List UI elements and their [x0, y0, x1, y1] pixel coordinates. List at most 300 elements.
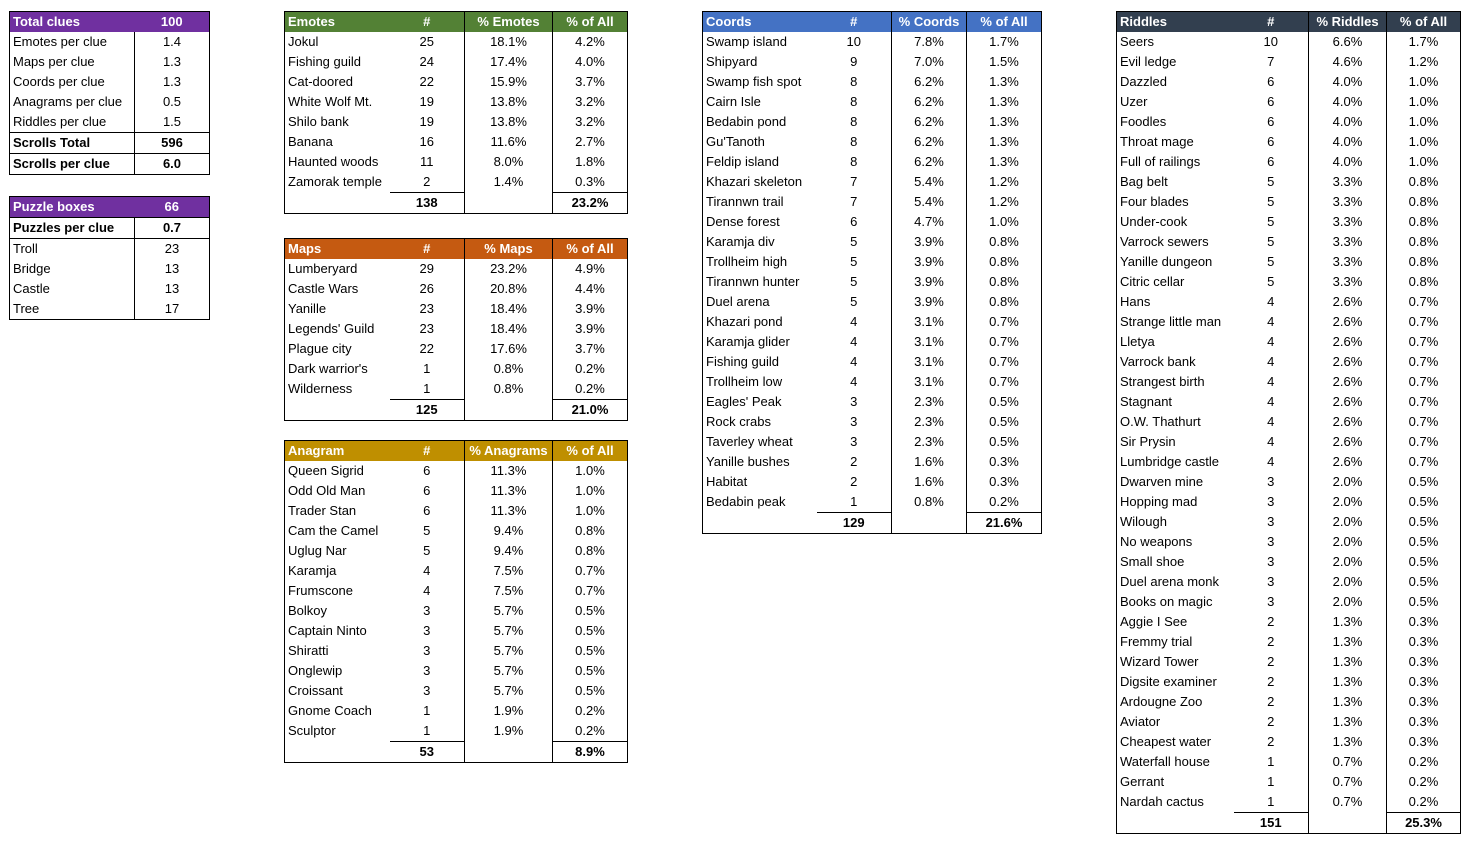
riddles-pct-all-cell: 0.7% — [1408, 314, 1439, 329]
emotes-name-cell: Haunted woods — [288, 154, 379, 169]
maps-pct-all-cell: 3.7% — [575, 341, 605, 356]
coords-pct-cell: 3.1% — [892, 352, 967, 372]
riddles-count-cell: 5 — [1234, 272, 1309, 292]
riddles-pct-all-cell: 0.8% — [1408, 174, 1439, 189]
riddles-name-cell: Throat mage — [1120, 134, 1194, 149]
summary-row — [10, 32, 210, 52]
maps-pct-cell: 0.8% — [465, 379, 553, 400]
coords-name-cell: Trollheim high — [706, 254, 788, 269]
coords-name-cell: Shipyard — [706, 54, 758, 69]
anagram-pct-all-cell: 1.0% — [575, 463, 605, 478]
riddles-name-cell: Ardougne Zoo — [1120, 694, 1203, 709]
coords-row — [703, 492, 1042, 513]
anagram-pct-cell: 1.9% — [465, 721, 553, 742]
coords-pct-all-cell: 0.5% — [989, 414, 1019, 429]
anagram-row — [285, 521, 628, 541]
riddles-pct-all-cell: 0.5% — [1408, 594, 1439, 609]
anagram-pct-cell: 11.3% — [465, 481, 553, 501]
anagram-row — [285, 701, 628, 721]
coords-count-cell: 9 — [817, 52, 892, 72]
riddles-pct-cell: 2.6% — [1309, 452, 1387, 472]
riddles-name-cell: Small shoe — [1120, 554, 1185, 569]
riddles-name-cell: Lletya — [1120, 334, 1155, 349]
coords-name-cell: Trollheim low — [706, 374, 783, 389]
riddles-pct-all-cell: 0.2% — [1408, 754, 1439, 769]
maps-row — [285, 359, 628, 379]
coords-total-row — [703, 513, 1042, 534]
coords-row — [703, 192, 1042, 212]
anagram-row — [285, 641, 628, 661]
summary-header-value: 100 — [160, 14, 183, 29]
emotes-total-pct: 23.2% — [571, 195, 609, 210]
riddles-count-cell: 7 — [1234, 52, 1309, 72]
riddles-count-cell: 4 — [1234, 412, 1309, 432]
anagram-name-cell: Karamja — [288, 563, 337, 578]
riddles-row — [1117, 432, 1461, 452]
riddles-pct-all-cell: 0.3% — [1408, 674, 1439, 689]
riddles-pct-cell: 2.6% — [1309, 392, 1387, 412]
riddles-row — [1117, 552, 1461, 572]
maps-category-header: Maps — [288, 241, 322, 256]
coords-name-cell: Eagles' Peak — [706, 394, 782, 409]
anagram-total-spacer — [465, 742, 553, 763]
riddles-pct-cell: 2.6% — [1309, 372, 1387, 392]
riddles-pct-cell: 2.0% — [1309, 492, 1387, 512]
coords-pct-cell: 7.0% — [892, 52, 967, 72]
riddles-name-cell: Digsite examiner — [1120, 674, 1217, 689]
riddles-pct-all-cell: 0.5% — [1408, 574, 1439, 589]
anagram-pct-all-header: % of All — [566, 443, 614, 458]
maps-pct-cell: 0.8% — [465, 359, 553, 379]
anagram-count-cell: 3 — [390, 681, 465, 701]
coords-pct-cell: 7.8% — [892, 32, 967, 52]
coords-name-cell: Cairn Isle — [706, 94, 761, 109]
anagram-name-cell: Captain Ninto — [288, 623, 367, 638]
emotes-pct-cell: 18.1% — [465, 32, 553, 52]
coords-row — [703, 412, 1042, 432]
coords-name-cell: Khazari pond — [706, 314, 783, 329]
riddles-row — [1117, 412, 1461, 432]
riddles-name-cell: Citric cellar — [1120, 274, 1185, 289]
riddles-name-cell: Hopping mad — [1120, 494, 1198, 509]
riddles-pct-cell: 4.0% — [1309, 132, 1387, 152]
coords-pct-all-header: % of All — [980, 14, 1028, 29]
riddles-pct-all-cell: 0.2% — [1387, 792, 1461, 813]
riddles-pct-all-header: % of All — [1399, 14, 1448, 29]
riddles-header-row — [1117, 12, 1461, 33]
riddles-pct-cell: 2.0% — [1309, 532, 1387, 552]
riddles-name-cell: Nardah cactus — [1120, 794, 1204, 810]
maps-total-spacer — [465, 400, 553, 421]
maps-row — [285, 379, 628, 400]
coords-header-row — [703, 12, 1042, 33]
maps-pct-cell: 23.2% — [465, 259, 553, 279]
puzzle-boxes-table — [9, 196, 210, 320]
puzzle-row-label: Tree — [10, 299, 135, 320]
coords-pct-all-cell: 0.8% — [989, 294, 1019, 309]
maps-pct-all-cell: 4.9% — [575, 261, 605, 276]
riddles-pct-cell: 4.0% — [1309, 92, 1387, 112]
riddles-pct-all-cell: 0.7% — [1408, 334, 1439, 349]
emotes-count-cell: 11 — [390, 152, 465, 172]
anagram-row — [285, 501, 628, 521]
riddles-row — [1117, 252, 1461, 272]
coords-count-cell: 8 — [817, 72, 892, 92]
riddles-pct-cell: 2.0% — [1309, 472, 1387, 492]
anagram-name-cell: Queen Sigrid — [288, 463, 364, 478]
coords-count-cell: 1 — [817, 492, 892, 513]
scrolls-total-value: 596 — [135, 133, 210, 154]
riddles-count-cell: 4 — [1234, 452, 1309, 472]
riddles-name-cell: Waterfall house — [1120, 754, 1210, 769]
riddles-row — [1117, 652, 1461, 672]
maps-total-row — [285, 400, 628, 421]
riddles-row — [1117, 672, 1461, 692]
summary-row-value: 1.4 — [162, 34, 182, 49]
riddles-count-cell: 4 — [1234, 392, 1309, 412]
riddles-row — [1117, 312, 1461, 332]
coords-name-cell: Taverley wheat — [706, 434, 793, 449]
riddles-row — [1117, 632, 1461, 652]
riddles-pct-cell: 1.3% — [1309, 632, 1387, 652]
coords-pct-cell: 3.1% — [892, 332, 967, 352]
riddles-count-cell: 2 — [1234, 652, 1309, 672]
emotes-name-cell: Jokul — [288, 34, 319, 49]
anagram-pct-cell: 7.5% — [465, 581, 553, 601]
anagram-pct-cell: 5.7% — [465, 661, 553, 681]
anagram-row — [285, 561, 628, 581]
anagram-pct-cell: 5.7% — [465, 621, 553, 641]
anagram-row — [285, 621, 628, 641]
riddles-pct-all-cell: 0.3% — [1408, 694, 1439, 709]
anagram-name-cell: Trader Stan — [288, 503, 357, 518]
maps-row — [285, 319, 628, 339]
riddles-name-cell: No weapons — [1120, 534, 1193, 549]
anagram-pct-cell: 1.9% — [465, 701, 553, 721]
emotes-pct-all-cell: 3.2% — [575, 114, 605, 129]
riddles-name-cell: Foodles — [1120, 114, 1167, 129]
anagram-table — [284, 440, 628, 763]
riddles-pct-all-cell: 0.5% — [1408, 494, 1439, 509]
riddles-count-cell: 2 — [1234, 712, 1309, 732]
emotes-pct-all-cell: 4.0% — [575, 54, 605, 69]
coords-pct-all-cell: 0.5% — [989, 394, 1019, 409]
summary-row-value: 0.5 — [162, 94, 182, 109]
puzzle-row — [10, 299, 210, 320]
riddles-pct-cell: 2.0% — [1309, 512, 1387, 532]
riddles-row — [1117, 52, 1461, 72]
anagram-name-cell: Sculptor — [288, 723, 336, 739]
coords-count-cell: 3 — [817, 432, 892, 452]
coords-row — [703, 312, 1042, 332]
anagram-row — [285, 681, 628, 701]
riddles-pct-cell: 2.6% — [1309, 412, 1387, 432]
coords-count-cell: 8 — [817, 132, 892, 152]
riddles-pct-cell: 2.6% — [1309, 332, 1387, 352]
riddles-table — [1116, 11, 1461, 834]
maps-count-cell: 22 — [390, 339, 465, 359]
anagram-pct-cell: 9.4% — [465, 521, 553, 541]
maps-pct-cell: 18.4% — [465, 299, 553, 319]
riddles-name-cell: Sir Prysin — [1120, 434, 1176, 449]
riddles-pct-all-cell: 0.2% — [1408, 774, 1439, 789]
anagram-pct-all-cell: 1.0% — [575, 503, 605, 518]
coords-pct-cell: 6.2% — [892, 92, 967, 112]
riddles-row — [1117, 272, 1461, 292]
coords-row — [703, 252, 1042, 272]
riddles-name-cell: Yanille dungeon — [1120, 254, 1213, 269]
coords-total-pct: 21.6% — [985, 515, 1023, 530]
maps-row — [285, 279, 628, 299]
riddles-pct-all-cell: 0.8% — [1408, 194, 1439, 209]
emotes-pct-cell: 13.8% — [465, 112, 553, 132]
coords-count-cell: 4 — [817, 352, 892, 372]
coords-row — [703, 132, 1042, 152]
riddles-pct-cell: 4.0% — [1309, 152, 1387, 172]
riddles-name-cell: Cheapest water — [1120, 734, 1212, 749]
riddles-name-cell: Uzer — [1120, 94, 1148, 109]
anagram-row — [285, 601, 628, 621]
anagram-row — [285, 481, 628, 501]
anagram-count-cell: 3 — [390, 621, 465, 641]
coords-count-cell: 8 — [817, 152, 892, 172]
riddles-pct-all-cell: 0.7% — [1408, 414, 1439, 429]
anagram-count-cell: 5 — [390, 541, 465, 561]
maps-count-cell: 29 — [390, 259, 465, 279]
anagram-count-cell: 5 — [390, 521, 465, 541]
coords-pct-cell: 5.4% — [892, 192, 967, 212]
coords-row — [703, 232, 1042, 252]
riddles-pct-all-cell: 0.7% — [1408, 454, 1439, 469]
emotes-row — [285, 72, 628, 92]
maps-name-cell: Lumberyard — [288, 261, 358, 276]
coords-name-cell: Gu'Tanoth — [706, 134, 765, 149]
riddles-pct-all-cell: 0.7% — [1408, 434, 1439, 449]
puzzle-row-value: 13 — [164, 281, 180, 296]
riddles-name-cell: Hans — [1120, 294, 1151, 309]
coords-pct-all-cell: 1.2% — [989, 174, 1019, 189]
summary-table — [9, 11, 210, 175]
coords-pct-all-cell: 0.7% — [989, 314, 1019, 329]
anagram-name-cell: Cam the Camel — [288, 523, 379, 538]
anagram-count-cell: 1 — [390, 721, 465, 742]
coords-pct-all-cell: 0.8% — [989, 234, 1019, 249]
coords-row — [703, 472, 1042, 492]
riddles-name-cell: Four blades — [1120, 194, 1189, 209]
coords-name-cell: Karamja glider — [706, 334, 790, 349]
maps-count-header: # — [390, 239, 465, 260]
anagram-count-cell: 3 — [390, 661, 465, 681]
riddles-row — [1117, 72, 1461, 92]
riddles-row — [1117, 232, 1461, 252]
emotes-count-cell: 2 — [390, 172, 465, 193]
puzzle-row-label: Bridge — [10, 259, 135, 279]
emotes-count-header: # — [390, 12, 465, 33]
emotes-name-cell: White Wolf Mt. — [288, 94, 373, 109]
coords-row — [703, 372, 1042, 392]
riddles-row — [1117, 332, 1461, 352]
anagram-name-cell: Frumscone — [288, 583, 354, 598]
coords-count-cell: 4 — [817, 332, 892, 352]
coords-pct-all-cell: 0.8% — [989, 254, 1019, 269]
coords-row — [703, 72, 1042, 92]
riddles-row — [1117, 492, 1461, 512]
emotes-pct-all-header: % of All — [566, 14, 614, 29]
riddles-pct-all-cell: 0.5% — [1408, 514, 1439, 529]
riddles-count-cell: 6 — [1234, 72, 1309, 92]
riddles-pct-header: % Riddles — [1309, 12, 1387, 33]
anagram-row — [285, 541, 628, 561]
riddles-name-cell: O.W. Thathurt — [1120, 414, 1201, 429]
emotes-name-cell: Cat-doored — [288, 74, 354, 89]
riddles-pct-cell: 4.0% — [1309, 112, 1387, 132]
riddles-count-cell: 1 — [1234, 772, 1309, 792]
coords-pct-all-cell: 0.5% — [989, 434, 1019, 449]
coords-pct-all-cell: 0.8% — [989, 274, 1019, 289]
anagram-row — [285, 661, 628, 681]
puzzle-row-value: 17 — [164, 301, 180, 316]
riddles-count-cell: 5 — [1234, 212, 1309, 232]
puzzle-row-label: Troll — [10, 239, 135, 260]
coords-pct-cell: 6.2% — [892, 72, 967, 92]
maps-count-cell: 23 — [390, 299, 465, 319]
anagram-row — [285, 581, 628, 601]
anagram-count-cell: 6 — [390, 481, 465, 501]
coords-row — [703, 52, 1042, 72]
riddles-pct-cell: 3.3% — [1309, 192, 1387, 212]
anagram-count-cell: 6 — [390, 461, 465, 481]
coords-pct-cell: 3.9% — [892, 252, 967, 272]
riddles-count-cell: 4 — [1234, 432, 1309, 452]
emotes-count-cell: 16 — [390, 132, 465, 152]
anagram-pct-all-cell: 0.8% — [575, 543, 605, 558]
maps-pct-all-cell: 3.9% — [575, 301, 605, 316]
maps-name-cell: Castle Wars — [288, 281, 359, 296]
coords-pct-cell: 0.8% — [892, 492, 967, 513]
coords-pct-all-cell: 1.0% — [989, 214, 1019, 229]
coords-row — [703, 272, 1042, 292]
riddles-pct-all-cell: 1.0% — [1408, 154, 1439, 169]
riddles-row — [1117, 792, 1461, 813]
coords-name-cell: Karamja div — [706, 234, 775, 249]
coords-name-cell: Habitat — [706, 474, 748, 489]
emotes-pct-cell: 13.8% — [465, 92, 553, 112]
coords-pct-all-cell: 0.2% — [967, 492, 1042, 513]
emotes-pct-cell: 17.4% — [465, 52, 553, 72]
riddles-row — [1117, 752, 1461, 772]
riddles-pct-cell: 1.3% — [1309, 732, 1387, 752]
coords-name-cell: Swamp fish spot — [706, 74, 802, 89]
riddles-row — [1117, 112, 1461, 132]
riddles-pct-cell: 2.0% — [1309, 552, 1387, 572]
riddles-count-cell: 6 — [1234, 112, 1309, 132]
anagram-count-cell: 3 — [390, 601, 465, 621]
coords-row — [703, 112, 1042, 132]
coords-name-cell: Feldip island — [706, 154, 779, 169]
coords-pct-cell: 2.3% — [892, 412, 967, 432]
coords-row — [703, 332, 1042, 352]
anagram-count-header: # — [390, 441, 465, 462]
maps-total-spacer — [285, 400, 390, 421]
riddles-row — [1117, 612, 1461, 632]
emotes-name-cell: Fishing guild — [288, 54, 361, 69]
coords-pct-all-cell: 1.5% — [989, 54, 1019, 69]
riddles-name-cell: Stagnant — [1120, 394, 1173, 409]
emotes-row — [285, 132, 628, 152]
riddles-name-cell: Varrock bank — [1120, 354, 1196, 369]
coords-count-cell: 4 — [817, 372, 892, 392]
summary-row — [10, 72, 210, 92]
coords-count-cell: 4 — [817, 312, 892, 332]
riddles-row — [1117, 172, 1461, 192]
anagram-pct-cell: 11.3% — [465, 461, 553, 481]
emotes-row — [285, 52, 628, 72]
riddles-pct-all-cell: 0.5% — [1408, 554, 1439, 569]
riddles-row — [1117, 292, 1461, 312]
riddles-count-cell: 2 — [1234, 612, 1309, 632]
coords-pct-all-cell: 0.3% — [989, 474, 1019, 489]
anagram-pct-cell: 5.7% — [465, 601, 553, 621]
riddles-count-cell: 1 — [1234, 792, 1309, 813]
riddles-pct-all-cell: 0.8% — [1408, 254, 1439, 269]
anagram-pct-cell: 5.7% — [465, 641, 553, 661]
riddles-name-cell: Aviator — [1120, 714, 1161, 729]
scrolls-total-label: Scrolls Total — [10, 133, 135, 154]
riddles-count-cell: 6 — [1234, 92, 1309, 112]
anagram-pct-cell: 7.5% — [465, 561, 553, 581]
riddles-row — [1117, 592, 1461, 612]
coords-pct-cell: 2.3% — [892, 432, 967, 452]
coords-name-cell: Fishing guild — [706, 354, 779, 369]
riddles-row — [1117, 212, 1461, 232]
coords-name-cell: Tirannwn trail — [706, 194, 784, 209]
maps-pct-cell: 17.6% — [465, 339, 553, 359]
riddles-name-cell: Lumbridge castle — [1120, 454, 1219, 469]
riddles-pct-cell: 2.6% — [1309, 432, 1387, 452]
coords-pct-cell: 3.9% — [892, 292, 967, 312]
riddles-row — [1117, 132, 1461, 152]
riddles-pct-cell: 2.0% — [1309, 572, 1387, 592]
puzzle-row — [10, 239, 210, 260]
riddles-pct-all-cell: 1.0% — [1408, 114, 1439, 129]
coords-pct-all-cell: 1.3% — [989, 154, 1019, 169]
riddles-count-cell: 5 — [1234, 232, 1309, 252]
riddles-pct-all-cell: 1.0% — [1408, 134, 1439, 149]
riddles-count-cell: 3 — [1234, 592, 1309, 612]
coords-count-cell: 5 — [817, 252, 892, 272]
riddles-pct-cell: 3.3% — [1309, 172, 1387, 192]
maps-count-cell: 1 — [390, 359, 465, 379]
coords-pct-all-cell: 0.7% — [989, 374, 1019, 389]
riddles-pct-all-cell: 0.7% — [1408, 394, 1439, 409]
summary-row-value: 1.5 — [162, 114, 182, 129]
coords-count-cell: 7 — [817, 192, 892, 212]
maps-pct-cell: 18.4% — [465, 319, 553, 339]
anagram-total-count: 53 — [390, 742, 465, 763]
emotes-header-row — [285, 12, 628, 33]
anagram-count-cell: 4 — [390, 581, 465, 601]
coords-name-cell: Bedabin peak — [706, 494, 786, 510]
maps-total-count: 125 — [390, 400, 465, 421]
coords-name-cell: Bedabin pond — [706, 114, 787, 129]
emotes-total-spacer — [465, 193, 553, 214]
puzzles-header-value: 66 — [164, 199, 179, 214]
scrolls-total-row — [10, 133, 210, 154]
riddles-row — [1117, 732, 1461, 752]
anagram-total-spacer — [285, 742, 390, 763]
riddles-pct-cell: 1.3% — [1309, 692, 1387, 712]
coords-count-cell: 8 — [817, 92, 892, 112]
